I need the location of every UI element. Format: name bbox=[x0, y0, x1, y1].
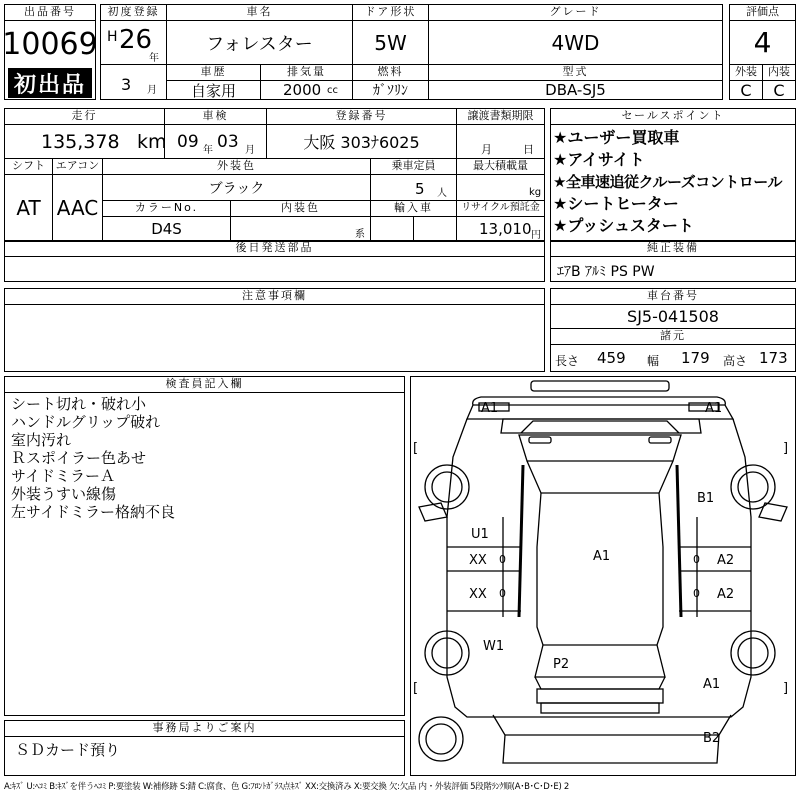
zero-left-1: 0 bbox=[499, 553, 506, 566]
name-label: 車名 bbox=[167, 5, 353, 21]
mark-b1: B1 bbox=[697, 491, 715, 506]
mark-a2-right-1: A2 bbox=[717, 553, 735, 568]
recycle-unit: 円 bbox=[531, 230, 541, 241]
bracket-left-2: [ bbox=[413, 681, 419, 696]
inspector-label: 検査員記入欄 bbox=[5, 377, 404, 393]
inspector-line: ハンドルグリップ破れ bbox=[11, 413, 161, 431]
sales-point: ★アイサイト bbox=[553, 150, 645, 169]
recycle-value: 13,010 bbox=[479, 220, 532, 238]
fuel-label: 燃料 bbox=[353, 65, 429, 81]
later-parts-label: 後日発送部品 bbox=[5, 241, 544, 257]
car-diagram bbox=[410, 376, 796, 776]
ext-grade: C bbox=[730, 81, 763, 99]
history-value: 自家用 bbox=[167, 81, 261, 99]
disp-unit: cc bbox=[327, 85, 338, 96]
int-label: 内装 bbox=[763, 65, 795, 81]
sales-points-label: セールスポイント bbox=[551, 109, 795, 125]
inspector-line: 室内汚れ bbox=[11, 431, 72, 449]
recycle-label: リサイクル預託金 bbox=[457, 201, 544, 217]
equipment-label: 純正装備 bbox=[551, 241, 795, 257]
chassis-box bbox=[550, 288, 796, 372]
history-label: 車歴 bbox=[167, 65, 261, 81]
model-label: 型式 bbox=[429, 65, 722, 81]
inspection-label: 車検 bbox=[165, 109, 267, 125]
capacity-cell bbox=[371, 175, 457, 201]
office-label: 事務局よりご案内 bbox=[5, 721, 404, 737]
plate-label: 登録番号 bbox=[267, 109, 457, 125]
capacity-unit: 人 bbox=[437, 188, 447, 199]
ac-label: エアコン bbox=[53, 159, 103, 175]
grade-label: グレード bbox=[429, 5, 722, 21]
height-value: 173 bbox=[759, 349, 788, 367]
notes-label: 注意事項欄 bbox=[5, 289, 544, 305]
car-name: フォレスター bbox=[167, 21, 353, 65]
inspector-line: Ｒスポイラー色あせ bbox=[11, 449, 147, 467]
insp-year: 09 bbox=[177, 132, 199, 152]
notes-box bbox=[4, 288, 545, 372]
reg-year-cell bbox=[101, 21, 167, 65]
mark-xx-1: XX bbox=[469, 553, 487, 568]
score-label: 評価点 bbox=[730, 5, 795, 21]
equipment-box bbox=[550, 240, 796, 282]
sales-point: ★プッシュスタート bbox=[553, 216, 694, 235]
color-value: ブラック bbox=[103, 175, 371, 201]
sales-points-box bbox=[550, 108, 796, 242]
inspection-cell bbox=[165, 125, 267, 159]
inspector-line: 外装うすい線傷 bbox=[11, 485, 117, 503]
import-cell-a bbox=[371, 217, 414, 241]
car-outline bbox=[411, 377, 795, 775]
score-value: 4 bbox=[730, 21, 795, 65]
zero-right-1: 0 bbox=[693, 553, 700, 566]
load-unit: kg bbox=[529, 187, 542, 198]
int-color-unit: 系 bbox=[355, 229, 365, 240]
reg-label: 初度登録 bbox=[101, 5, 167, 21]
dimensions-label: 諸元 bbox=[551, 329, 795, 345]
chassis-label: 車台番号 bbox=[551, 289, 795, 305]
fuel-value: ｶﾞｿﾘﾝ bbox=[353, 81, 429, 99]
color-no-label: カラーNo. bbox=[103, 201, 231, 217]
width-value: 179 bbox=[681, 349, 710, 367]
bracket-right-1: ] bbox=[783, 441, 789, 456]
import-cell-b bbox=[414, 217, 457, 241]
month-unit: 月 bbox=[147, 85, 157, 96]
mark-w1: W1 bbox=[483, 639, 505, 654]
int-color-label: 内装色 bbox=[231, 201, 371, 217]
transfer-label: 譲渡書類期限 bbox=[457, 109, 544, 125]
color-label: 外装色 bbox=[103, 159, 371, 175]
load-label: 最大積載量 bbox=[457, 159, 544, 175]
int-grade: C bbox=[773, 80, 785, 100]
load-cell bbox=[457, 175, 544, 201]
disp-cell bbox=[261, 81, 353, 99]
mark-a1-roof: A1 bbox=[593, 549, 611, 564]
mileage-label: 走行 bbox=[5, 109, 165, 125]
door-label: ドア形状 bbox=[353, 5, 429, 21]
int-color-cell bbox=[231, 217, 371, 241]
lot-label: 出品番号 bbox=[5, 5, 95, 21]
reg-month: 3 bbox=[121, 75, 132, 94]
inspector-line: シート切れ・破れ小 bbox=[11, 395, 147, 413]
mark-u1: U1 bbox=[471, 527, 489, 542]
mark-p2: P2 bbox=[553, 657, 570, 672]
zero-left-2: 0 bbox=[499, 587, 506, 600]
header-table bbox=[100, 4, 723, 100]
first-listing-badge: 初出品 bbox=[8, 68, 92, 98]
grade-value: 4WD bbox=[429, 21, 722, 65]
insp-year-unit: 年 bbox=[203, 145, 213, 156]
reg-year: 26 bbox=[119, 25, 153, 55]
height-label: 高さ bbox=[723, 354, 748, 368]
inspector-box bbox=[4, 376, 405, 716]
insp-month: 03 bbox=[217, 132, 239, 152]
shift-value: AT bbox=[5, 175, 53, 241]
import-label: 輸入車 bbox=[371, 201, 457, 217]
mark-a1-rear-right: A1 bbox=[703, 677, 721, 692]
later-parts-box bbox=[4, 240, 545, 282]
transfer-cell bbox=[457, 125, 544, 159]
ext-label: 外装 bbox=[730, 65, 763, 81]
mileage-unit: km bbox=[137, 131, 167, 153]
year-unit: 年 bbox=[149, 53, 159, 64]
recycle-cell bbox=[457, 217, 544, 241]
lot-number: 10069 bbox=[2, 26, 98, 62]
score-box bbox=[729, 4, 796, 100]
length-label: 長さ bbox=[555, 354, 580, 368]
mark-a2-right-2: A2 bbox=[717, 587, 735, 602]
capacity-label: 乗車定員 bbox=[371, 159, 457, 175]
plate-value: 大阪 303ﾅ6025 bbox=[267, 125, 457, 159]
disp-label: 排気量 bbox=[261, 65, 353, 81]
inspector-lines bbox=[5, 395, 175, 521]
length-value: 459 bbox=[597, 349, 626, 367]
sales-point: ★全車速追従クルーズコントロール bbox=[553, 173, 782, 191]
capacity-value: 5 bbox=[415, 180, 425, 198]
mileage-cell bbox=[5, 125, 165, 159]
mark-xx-2: XX bbox=[469, 587, 487, 602]
inspector-line: サイドミラーＡ bbox=[11, 467, 115, 485]
transfer-day: 日 bbox=[523, 143, 534, 156]
mark-b2: B2 bbox=[703, 731, 721, 746]
ac-value: AAC bbox=[53, 175, 103, 241]
info-table bbox=[4, 108, 545, 242]
inspector-line: 左サイドミラー格納不良 bbox=[11, 503, 175, 521]
mileage-value: 135,378 bbox=[41, 131, 120, 153]
sales-points-list bbox=[551, 127, 795, 237]
reg-month-cell bbox=[101, 65, 167, 99]
bracket-left-1: [ bbox=[413, 441, 419, 456]
zero-right-2: 0 bbox=[693, 587, 700, 600]
chassis-value: SJ5-041508 bbox=[551, 305, 795, 329]
office-box bbox=[4, 720, 405, 776]
displacement: 2000 bbox=[283, 81, 322, 99]
office-value: ＳＤカード預り bbox=[15, 741, 121, 759]
insp-month-unit: 月 bbox=[245, 145, 255, 156]
era: H bbox=[107, 29, 118, 45]
color-no-value: D4S bbox=[103, 217, 231, 241]
sales-point: ★ユーザー買取車 bbox=[553, 128, 680, 147]
legend: A:ｷｽﾞ U:ﾍｺﾐ B:ｷｽﾞを伴うﾍｺﾐ P:要塗装 W:補修跡 S:錆 C:腐食、色 G:ﾌﾛﾝﾄｶﾞﾗｽ点ｷｽﾞ XX:交換済み X:要交換 欠:欠品 内・外装評価 5段階ﾗﾝｸ順(A･B･C･D･E) 2 bbox=[4, 782, 570, 792]
shift-label: シフト bbox=[5, 159, 53, 175]
mark-a1-front-right: A1 bbox=[705, 401, 723, 416]
model-value: DBA-SJ5 bbox=[545, 81, 606, 99]
sales-point: ★シートヒーター bbox=[553, 194, 679, 213]
width-label: 幅 bbox=[647, 354, 660, 368]
equipment-value: ｴｱB ｱﾙﾐ PS PW bbox=[557, 264, 655, 280]
dimensions-row bbox=[551, 345, 795, 371]
door-type: 5W bbox=[353, 21, 429, 65]
bracket-right-2: ] bbox=[783, 681, 789, 696]
transfer-month: 月 bbox=[481, 143, 492, 156]
mark-a1-front-left: A1 bbox=[481, 401, 499, 416]
lot-box bbox=[4, 4, 96, 100]
